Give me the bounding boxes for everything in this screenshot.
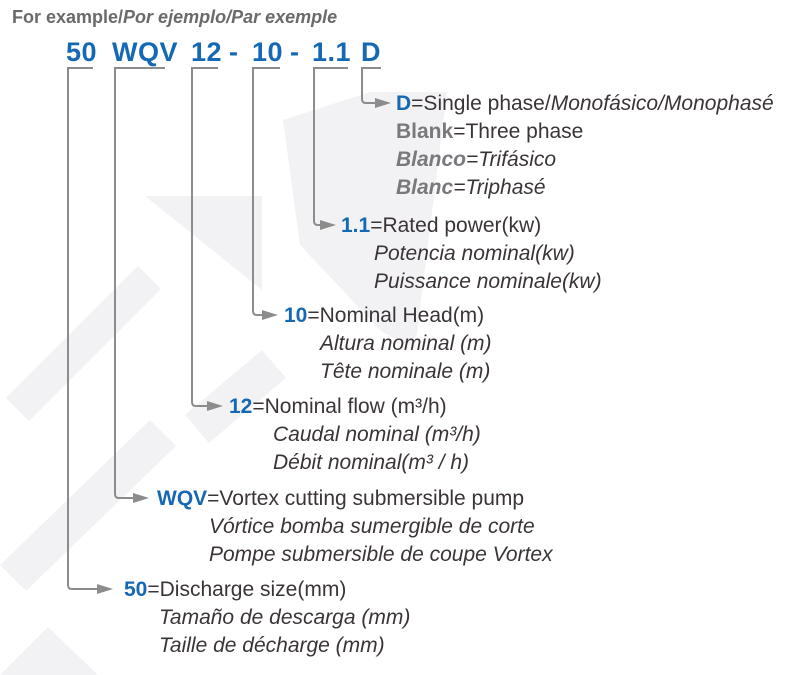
block-pump-type [157,485,553,569]
watermark-shape [145,196,262,290]
blanco-label: Blanco [396,148,467,171]
type-line-en [157,485,553,513]
block-phase [396,90,774,202]
size-line-es: Tamaño de descarga (mm) [159,606,411,629]
power-code-ref: 1.1 [341,214,371,237]
phase-text-en-italic: Monofásico/Monophasé [550,92,774,115]
blanco-text: =Trifásico [466,148,557,171]
code-segment-dash1: - [229,37,239,67]
size-code-ref: 50 [124,578,148,601]
size-line-en [124,576,410,604]
power-line-en [341,212,602,240]
power-line-es: Potencia nominal(kw) [374,242,575,265]
head-line-en [284,302,492,330]
blanc-label: Blanc [396,176,454,199]
blanc-text: =Triphasé [453,176,546,199]
code-segment-head: 10 [252,37,284,67]
head-code-ref: 10 [284,304,308,327]
phase-line-blank [396,118,774,146]
flow-line-es: Caudal nominal (m³/h) [273,423,481,446]
phase-code-ref: D [396,92,412,115]
watermark-shape [0,420,176,591]
flow-line-fr: Débit nominal(m³ / h) [273,451,470,474]
code-segment-flow: 12 [191,37,223,67]
flow-code-ref: 12 [229,395,253,418]
head-line-es: Altura nominal (m) [320,332,492,355]
head-line-fr: Tête nominale (m) [320,360,491,383]
arrowhead-size [97,584,113,594]
page-title-en: For example/ [12,7,124,27]
page-title-es-fr: Por ejemplo/Par exemple [123,7,338,27]
power-line-fr: Puissance nominale(kw) [374,270,602,293]
type-line-fr: Pompe submersible de coupe Vortex [209,543,553,566]
flow-text-en: =Nominal flow (m³/h) [252,395,447,418]
block-nominal-flow [229,393,481,477]
flow-line-en [229,393,481,421]
block-nominal-head [284,302,492,386]
code-segment-type: WQV [112,37,178,67]
phase-line-blanc [396,174,774,202]
head-text-en: =Nominal Head(m) [307,304,485,327]
page-title [12,7,337,28]
phase-text-en: =Single phase/ [411,92,551,115]
type-line-es: Vórtice bomba sumergible de corte [209,515,535,538]
blank-text: =Three phase [453,120,584,143]
watermark-shape [6,266,161,421]
watermark-shape [0,627,98,675]
arrowhead-type [133,493,149,503]
type-text-en: =Vortex cutting submersible pump [207,487,525,510]
type-code-ref: WQV [157,487,208,510]
block-discharge-size [124,576,410,660]
size-line-fr: Taille de décharge (mm) [159,634,385,657]
power-text-en: =Rated power(kw) [370,214,542,237]
code-segment-phase: D [361,37,381,67]
size-text-en: =Discharge size(mm) [147,578,347,601]
code-segment-size: 50 [66,37,98,67]
arrowhead-head [262,310,278,320]
phase-line-blanco [396,146,774,174]
code-segment-power: 1.1 [312,37,352,67]
code-segment-dash2: - [290,37,300,67]
blank-label: Blank [396,120,454,143]
phase-line-en [396,90,774,118]
block-rated-power [341,212,602,296]
